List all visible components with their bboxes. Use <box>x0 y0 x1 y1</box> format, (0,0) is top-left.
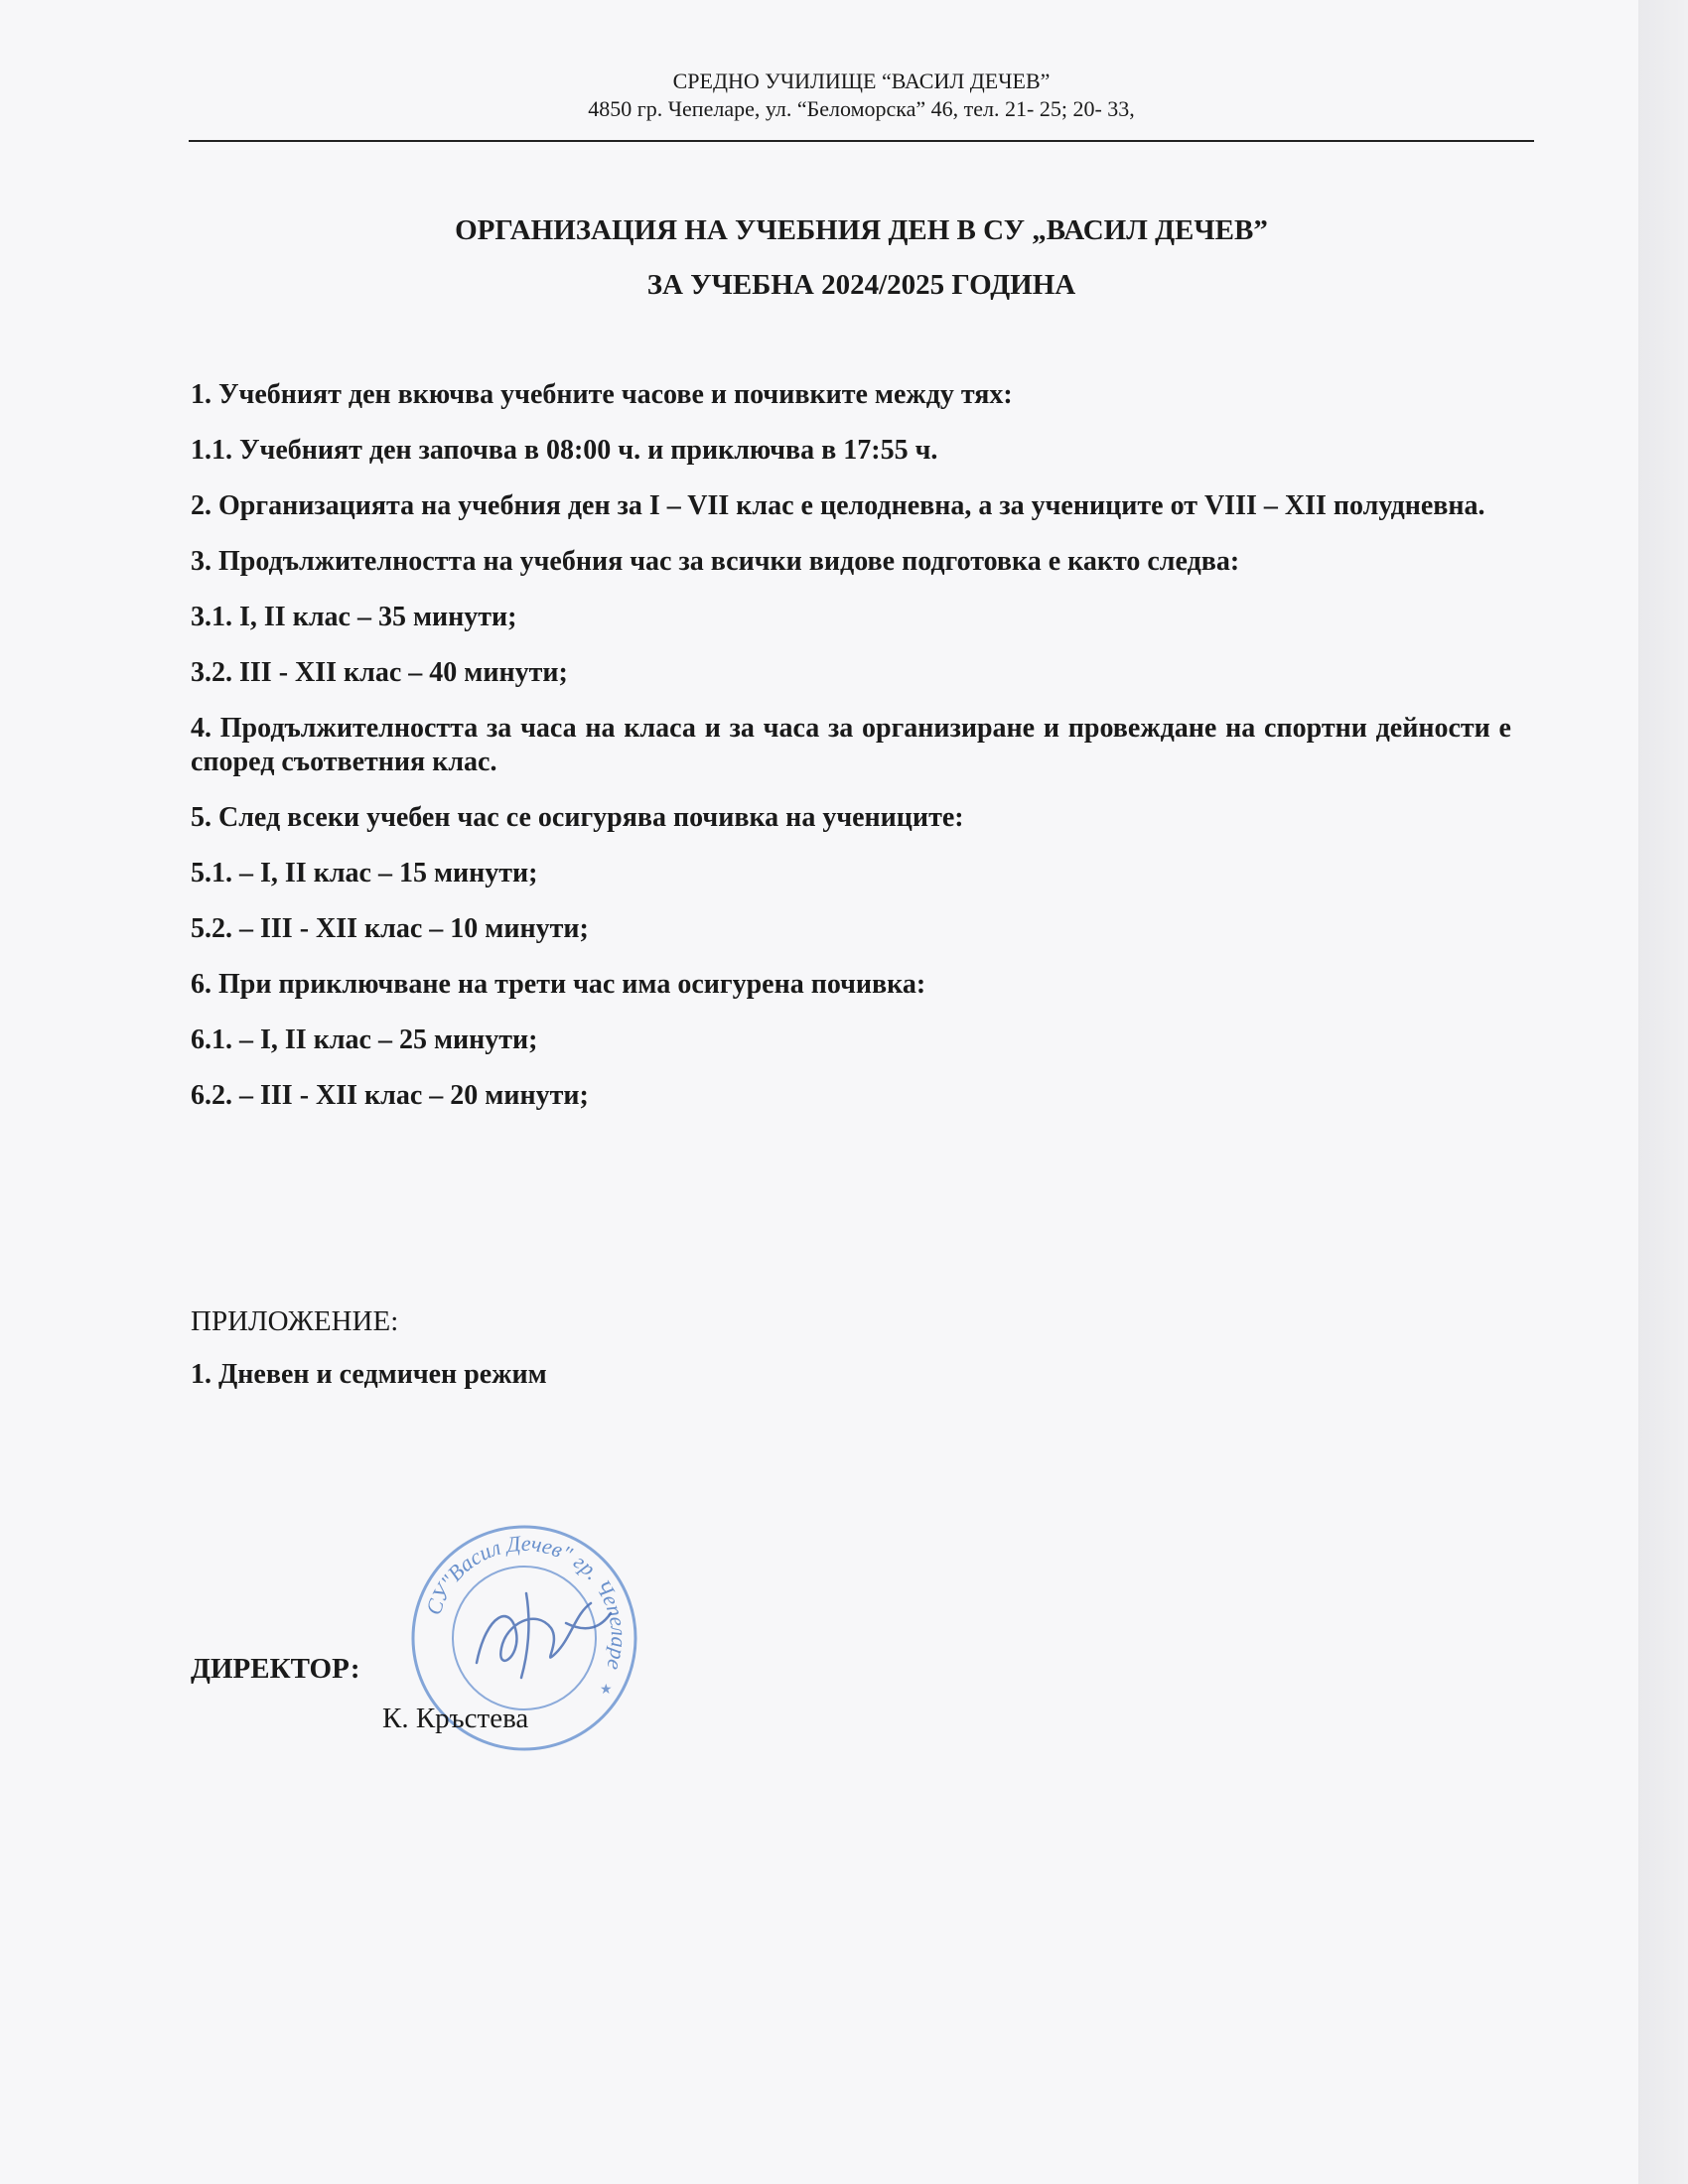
school-address: 4850 гр. Чепеларе, ул. “Беломорска” 46, тел. 21- 25; 20- 33, <box>588 96 1135 121</box>
annex-label: ПРИЛОЖЕНИЕ: <box>191 1305 399 1337</box>
director-label: ДИРЕКТОР: <box>191 1653 360 1685</box>
annex-section <box>191 1304 1084 1392</box>
list-item: 2. Организацията на учебния ден за I – VII клас е целодневна, а за учениците от VIII – XII полудневна. <box>191 490 1485 521</box>
list-item: 1.1. Учебният ден започва в 08:00 ч. и приключва в 17:55 ч. <box>191 435 938 466</box>
list-item: 5. След всеки учебен час се осигурява почивка на учениците: <box>191 802 964 833</box>
svg-text:★: ★ <box>600 1683 613 1698</box>
title-line-2: ЗА УЧЕБНА 2024/2025 ГОДИНА <box>646 269 1076 301</box>
list-item: 3. Продължителността на учебния час за всички видове подготовка е както следва: <box>191 546 1240 577</box>
title-line-1: ОРГАНИЗАЦИЯ НА УЧЕБНИЯ ДЕН В СУ „ВАСИЛ ДЕЧЕВ” <box>455 214 1268 246</box>
director-name: К. Кръстева <box>382 1703 529 1734</box>
scan-edge <box>1638 0 1688 2184</box>
list-item: 6.1. – I, II клас – 25 минути; <box>191 1024 538 1055</box>
list-item: 4. Продължителността за часа на класа и за часа за организиране и провеждане на спортни дейности е според съответния клас. <box>191 713 1511 777</box>
list-item: 1. Учебният ден вкючва учебните часове и почивките между тях: <box>191 379 1013 410</box>
list-item: 6.2. – III - XII клас – 20 минути; <box>191 1080 589 1111</box>
stamp-text: СУ"Васил Дечев" гр. Чепеларе <box>420 1530 633 1674</box>
school-name: СРЕДНО УЧИЛИЩЕ “ВАСИЛ ДЕЧЕВ” <box>672 68 1051 93</box>
header-divider <box>189 140 1534 142</box>
document-title <box>189 204 1534 313</box>
signature <box>457 1573 626 1693</box>
document-body <box>191 378 1511 1135</box>
list-item: 3.1. I, II клас – 35 минути; <box>191 602 517 632</box>
letterhead <box>189 68 1534 123</box>
list-item: 6. При приключване на трети час има осигурена почивка: <box>191 969 926 1000</box>
list-item: 5.2. – III - XII клас – 10 минути; <box>191 913 589 944</box>
list-item: 3.2. III - XII клас – 40 минути; <box>191 657 568 688</box>
annex-item: 1. Дневен и седмичен режим <box>191 1359 547 1390</box>
list-item: 5.1. – I, II клас – 15 минути; <box>191 858 538 888</box>
